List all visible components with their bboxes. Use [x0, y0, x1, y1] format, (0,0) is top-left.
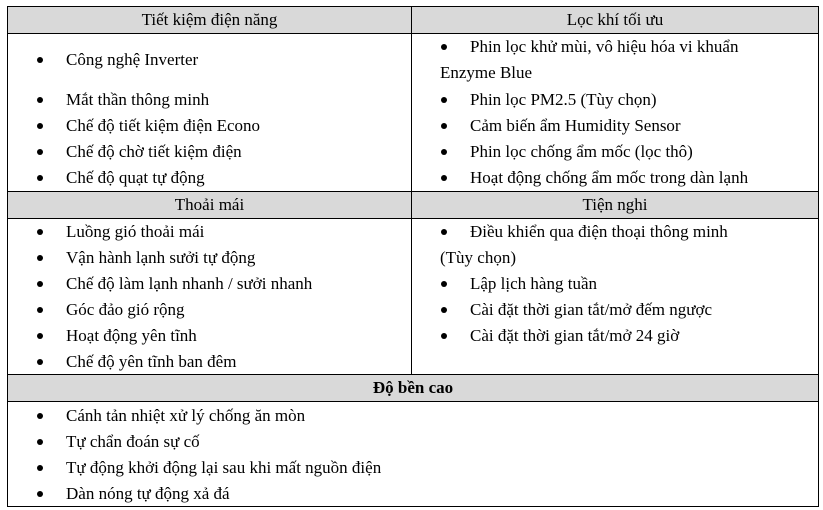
bullet-icon	[37, 333, 43, 339]
grid-line	[7, 401, 819, 402]
list-item: Chế độ yên tĩnh ban đêm	[66, 352, 237, 371]
list-item: Dàn nóng tự động xả đá	[66, 484, 230, 503]
list-item: Công nghệ Inverter	[66, 50, 199, 69]
convenience-header: Tiện nghi	[412, 192, 818, 218]
list-item: Điều khiển qua điện thoại thông minh	[470, 222, 728, 241]
list-item: Lập lịch hàng tuần	[470, 274, 597, 293]
bullet-icon	[37, 465, 43, 471]
list-item: Tự chẩn đoán sự cố	[66, 432, 200, 451]
grid-line	[7, 6, 8, 507]
list-item-continuation: (Tùy chọn)	[440, 248, 517, 267]
bullet-icon	[37, 491, 43, 497]
durability-header: Độ bền cao	[8, 375, 818, 401]
list-item: Cánh tản nhiệt xử lý chống ăn mòn	[66, 406, 306, 425]
bullet-icon	[441, 333, 447, 339]
bullet-icon	[37, 123, 43, 129]
bullet-icon	[441, 281, 447, 287]
list-item: Chế độ quạt tự động	[66, 168, 205, 187]
list-item: Chế độ làm lạnh nhanh / sưởi nhanh	[66, 274, 313, 293]
list-item: Chế độ chờ tiết kiệm điện	[66, 142, 242, 161]
list-item: Phin lọc PM2.5 (Tùy chọn)	[470, 90, 657, 109]
list-item: Cài đặt thời gian tắt/mở đếm ngược	[470, 300, 713, 319]
bullet-icon	[37, 175, 43, 181]
bullet-icon	[441, 149, 447, 155]
air-header: Lọc khí tối ưu	[412, 7, 818, 33]
list-item: Mắt thần thông minh	[66, 90, 210, 109]
bullet-icon	[37, 359, 43, 365]
bullet-icon	[441, 175, 447, 181]
grid-line	[7, 191, 819, 192]
bullet-icon	[37, 97, 43, 103]
list-item: Vận hành lạnh sưởi tự động	[66, 248, 256, 267]
bullet-icon	[441, 123, 447, 129]
energy-header: Tiết kiệm điện năng	[8, 7, 411, 33]
bullet-icon	[37, 281, 43, 287]
list-item: Cài đặt thời gian tắt/mở 24 giờ	[470, 326, 680, 345]
bullet-icon	[37, 229, 43, 235]
list-item: Hoạt động chống ẩm mốc trong dàn lạnh	[470, 168, 749, 187]
grid-line	[7, 6, 819, 7]
bullet-icon	[441, 229, 447, 235]
bullet-icon	[37, 57, 43, 63]
grid-line	[818, 6, 819, 507]
bullet-icon	[37, 255, 43, 261]
list-item: Phin lọc chống ẩm mốc (lọc thô)	[470, 142, 693, 161]
bullet-icon	[441, 307, 447, 313]
list-item: Tự động khởi động lại sau khi mất nguồn điện	[66, 458, 382, 477]
list-item: Góc đảo gió rộng	[66, 300, 185, 319]
bullet-icon	[37, 413, 43, 419]
list-item: Luồng gió thoải mái	[66, 222, 205, 241]
grid-line	[411, 6, 412, 375]
list-item: Cảm biến ẩm Humidity Sensor	[470, 116, 681, 135]
list-item: Chế độ tiết kiệm điện Econo	[66, 116, 261, 135]
list-item: Hoạt động yên tĩnh	[66, 326, 197, 345]
list-item: Phin lọc khử mùi, vô hiệu hóa vi khuẩn	[470, 37, 739, 56]
list-item-continuation: Enzyme Blue	[440, 63, 533, 82]
bullet-icon	[37, 149, 43, 155]
bullet-icon	[441, 97, 447, 103]
bullet-icon	[37, 439, 43, 445]
comfort-header: Thoải mái	[8, 192, 411, 218]
bullet-icon	[441, 44, 447, 50]
bullet-icon	[37, 307, 43, 313]
